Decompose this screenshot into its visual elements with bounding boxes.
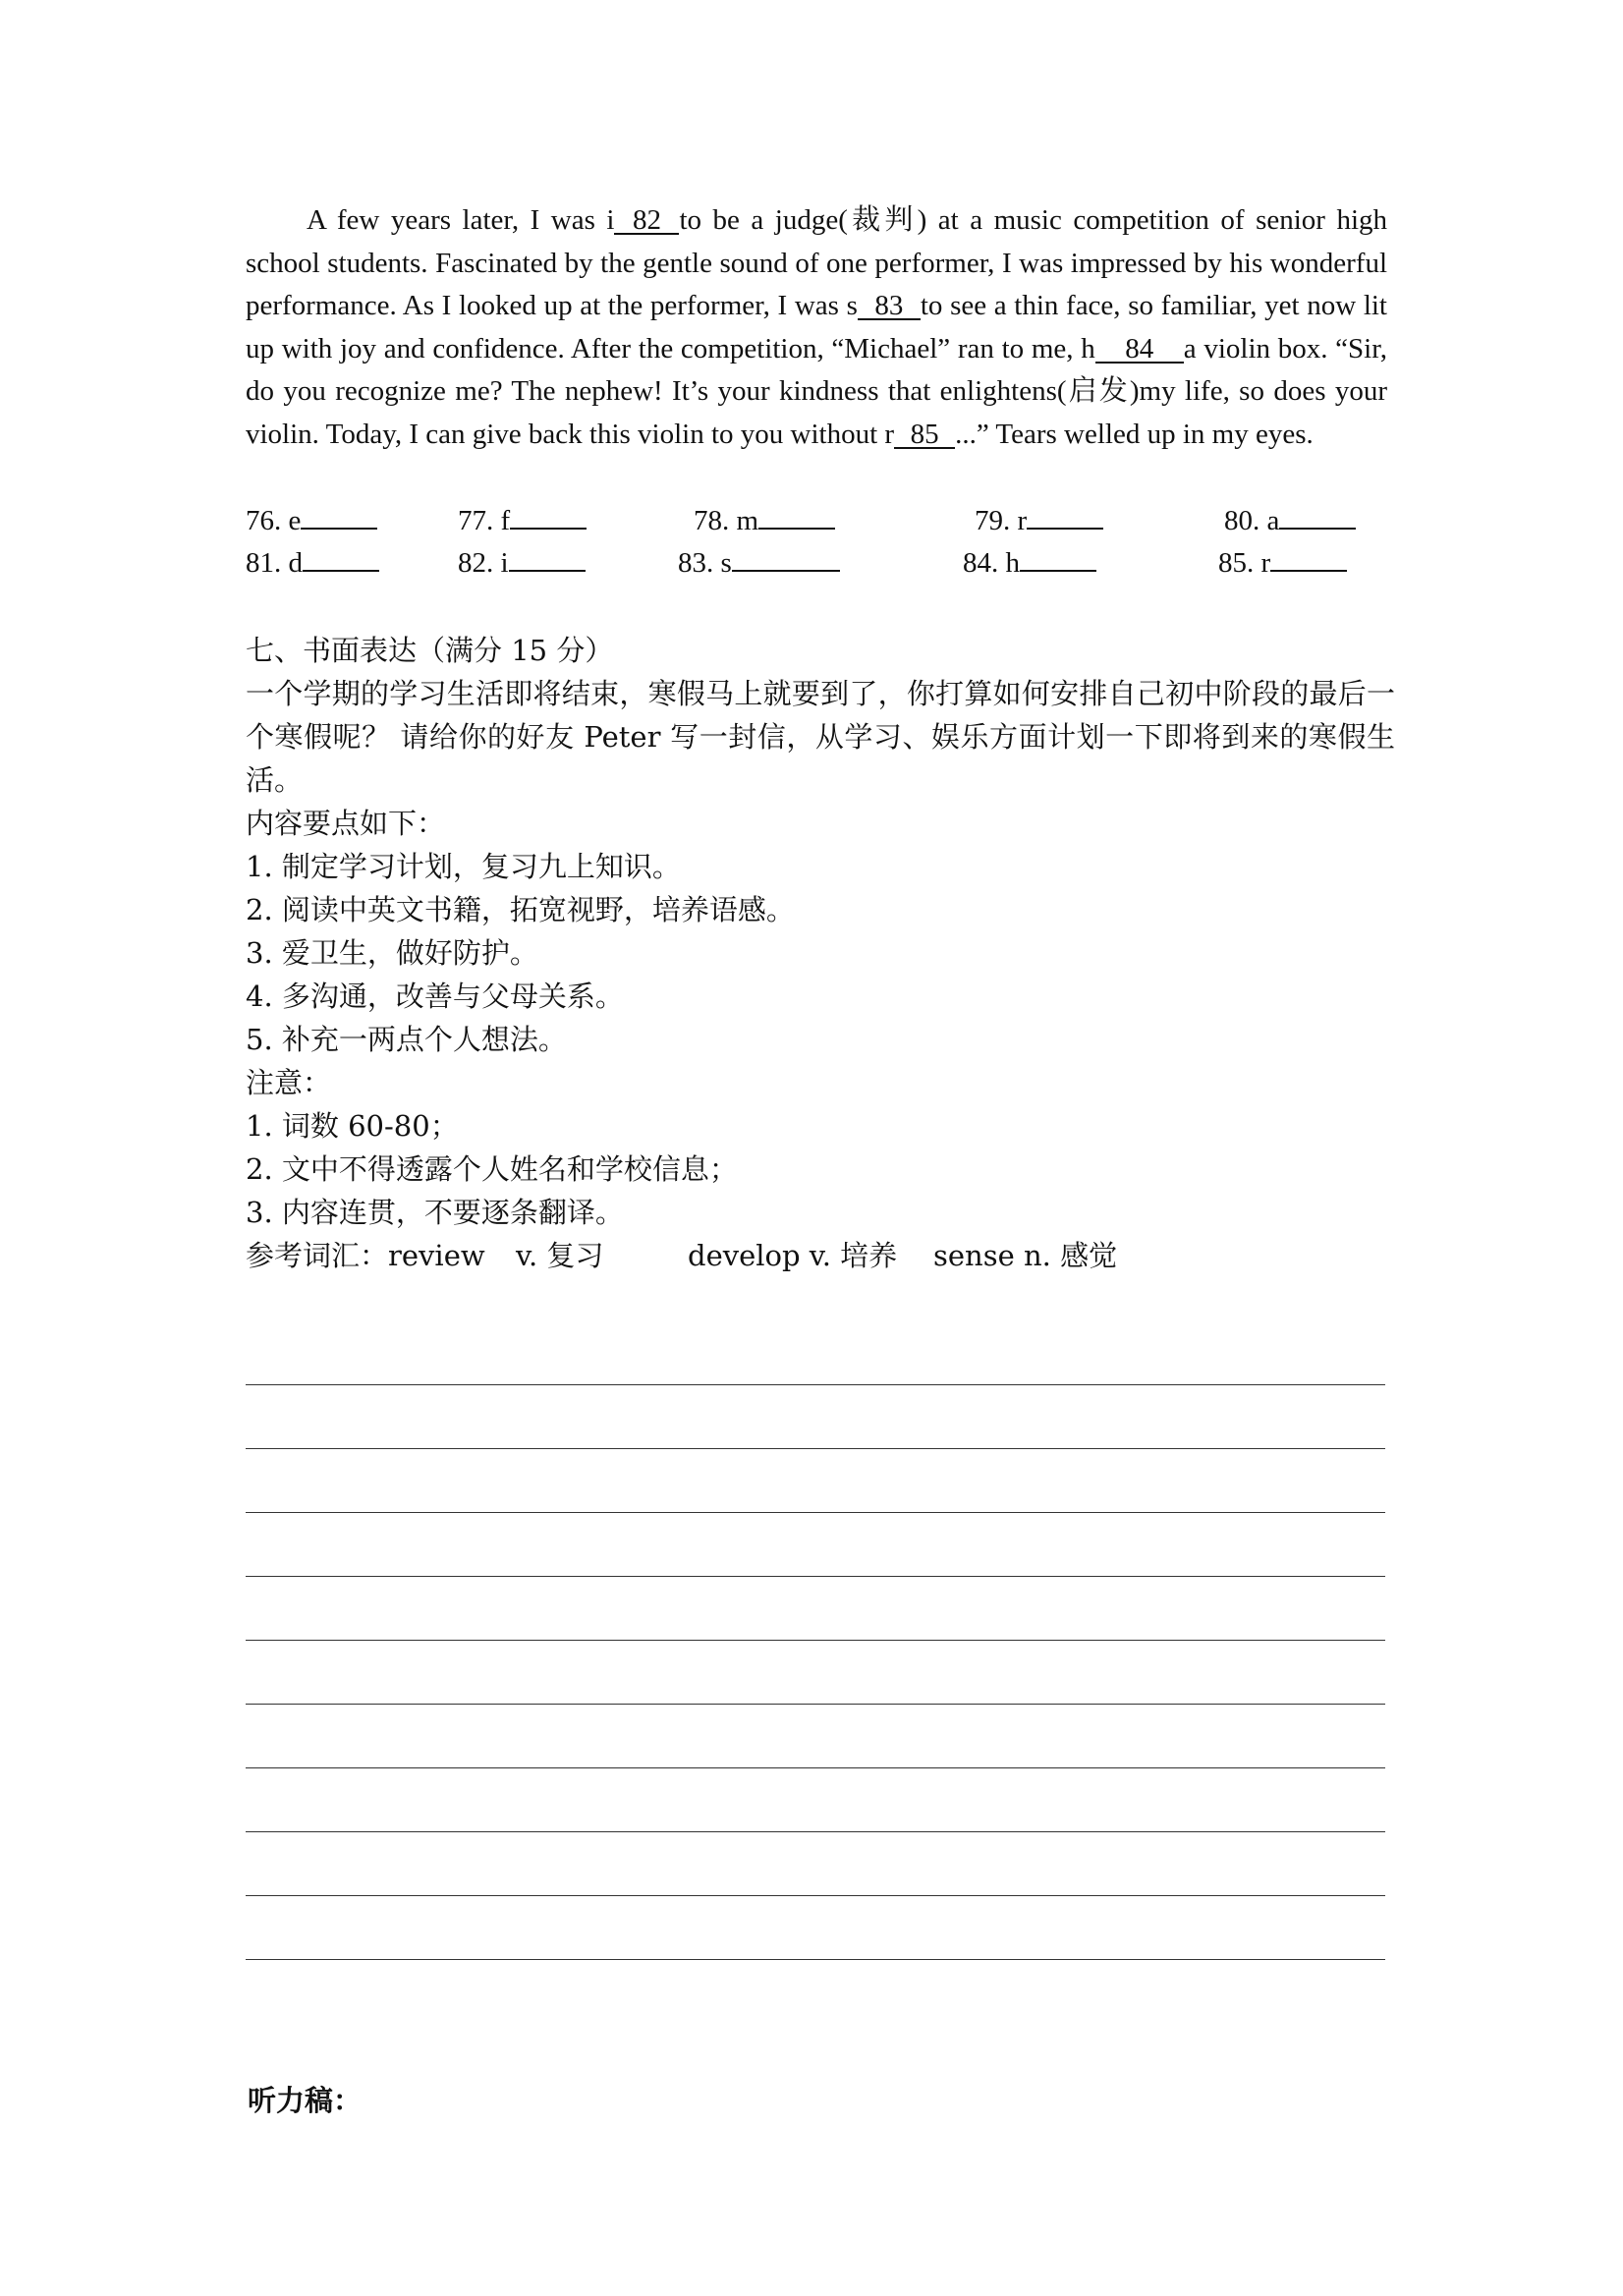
answer-item-80[interactable]: 80. a (1224, 500, 1356, 543)
vocab-word: review (388, 1239, 485, 1272)
writing-line[interactable] (246, 1896, 1385, 1960)
answer-item-83[interactable]: 83. s (678, 542, 840, 586)
writing-answer-lines[interactable] (246, 1321, 1385, 1960)
reference-vocabulary (246, 1234, 1395, 1277)
note-item: 2. 文中不得透露个人姓名和学校信息； (246, 1152, 738, 1186)
writing-prompt: 一个学期的学习生活即将结束，寒假马上就要到了，你打算如何安排自己初中阶段的最后一个寒假呢？ 请给你的好友 Peter 写一封信，从学习、娱乐方面计划一下即将到来的寒假生活。 (246, 677, 1395, 797)
vocab-word: sense n. 感觉 (933, 1239, 1118, 1272)
point-item: 5. 补充一两点个人想法。 (246, 1023, 567, 1056)
writing-line[interactable] (246, 1641, 1385, 1705)
section-heading: 七、书面表达（满分 15 分） (246, 634, 614, 667)
answer-item-84[interactable]: 84. h (963, 542, 1096, 586)
points-title: 内容要点如下： (246, 807, 446, 840)
writing-line[interactable] (246, 1385, 1385, 1449)
passage-text: ...” Tears welled up in my eyes. (955, 418, 1314, 450)
blank-85: 85 (894, 421, 955, 449)
point-item: 4. 多沟通，改善与父母关系。 (246, 980, 624, 1013)
passage-text: to be a judge(裁判) at a music competition of senior high school students. Fascinated by the gentle sound of one performer, I was impressed by his wonderful performance. As I looked up at the performer, I was s (246, 204, 1387, 321)
answer-item-82[interactable]: 82. i (458, 542, 586, 586)
passage-paragraph (246, 199, 1387, 456)
vocab-word: v. 复习 (516, 1239, 604, 1272)
point-item: 1. 制定学习计划，复习九上知识。 (246, 850, 681, 883)
blank-84: 84 (1095, 336, 1184, 364)
listening-script-title: 听力稿： (248, 2084, 363, 2117)
writing-line[interactable] (246, 1449, 1385, 1513)
note-item: 1. 词数 60-80； (246, 1109, 459, 1143)
passage-text: a violin box. “Sir, do you recognize me? The nephew! It’s your kindness that enlightens(启发)my life, so does your violin. Today, I can give back this violin to you without r (246, 332, 1387, 450)
answer-item-81[interactable]: 81. d (246, 542, 379, 586)
vocab-word: develop v. 培养 (688, 1239, 898, 1272)
writing-line[interactable] (246, 1577, 1385, 1641)
writing-line[interactable] (246, 1832, 1385, 1896)
answer-item-85[interactable]: 85. r (1218, 542, 1347, 586)
note-item: 3. 内容连贯，不要逐条翻译。 (246, 1196, 624, 1229)
answer-item-78[interactable]: 78. m (694, 500, 835, 543)
writing-line[interactable] (246, 1513, 1385, 1577)
writing-section (246, 629, 1395, 1277)
point-item: 3. 爱卫生，做好防护。 (246, 936, 538, 970)
writing-line[interactable] (246, 1705, 1385, 1768)
passage-text: to see a thin face, so familiar, yet now lit up with joy and confidence. After the competition, “Michael” ran to me, h (246, 290, 1387, 364)
passage-text: A few years later, I was i (307, 204, 615, 236)
point-item: 2. 阅读中英文书籍，拓宽视野，培养语感。 (246, 893, 795, 926)
writing-line[interactable] (246, 1768, 1385, 1832)
answer-item-79[interactable]: 79. r (975, 500, 1103, 543)
cloze-passage (246, 199, 1387, 456)
vocab-label: 参考词汇： (246, 1239, 389, 1272)
blank-83: 83 (858, 293, 921, 320)
answer-item-77[interactable]: 77. f (458, 500, 587, 543)
notes-title: 注意： (246, 1066, 332, 1099)
writing-line[interactable] (246, 1321, 1385, 1385)
blank-82: 82 (614, 207, 679, 235)
answer-item-76[interactable]: 76. e (246, 500, 377, 543)
